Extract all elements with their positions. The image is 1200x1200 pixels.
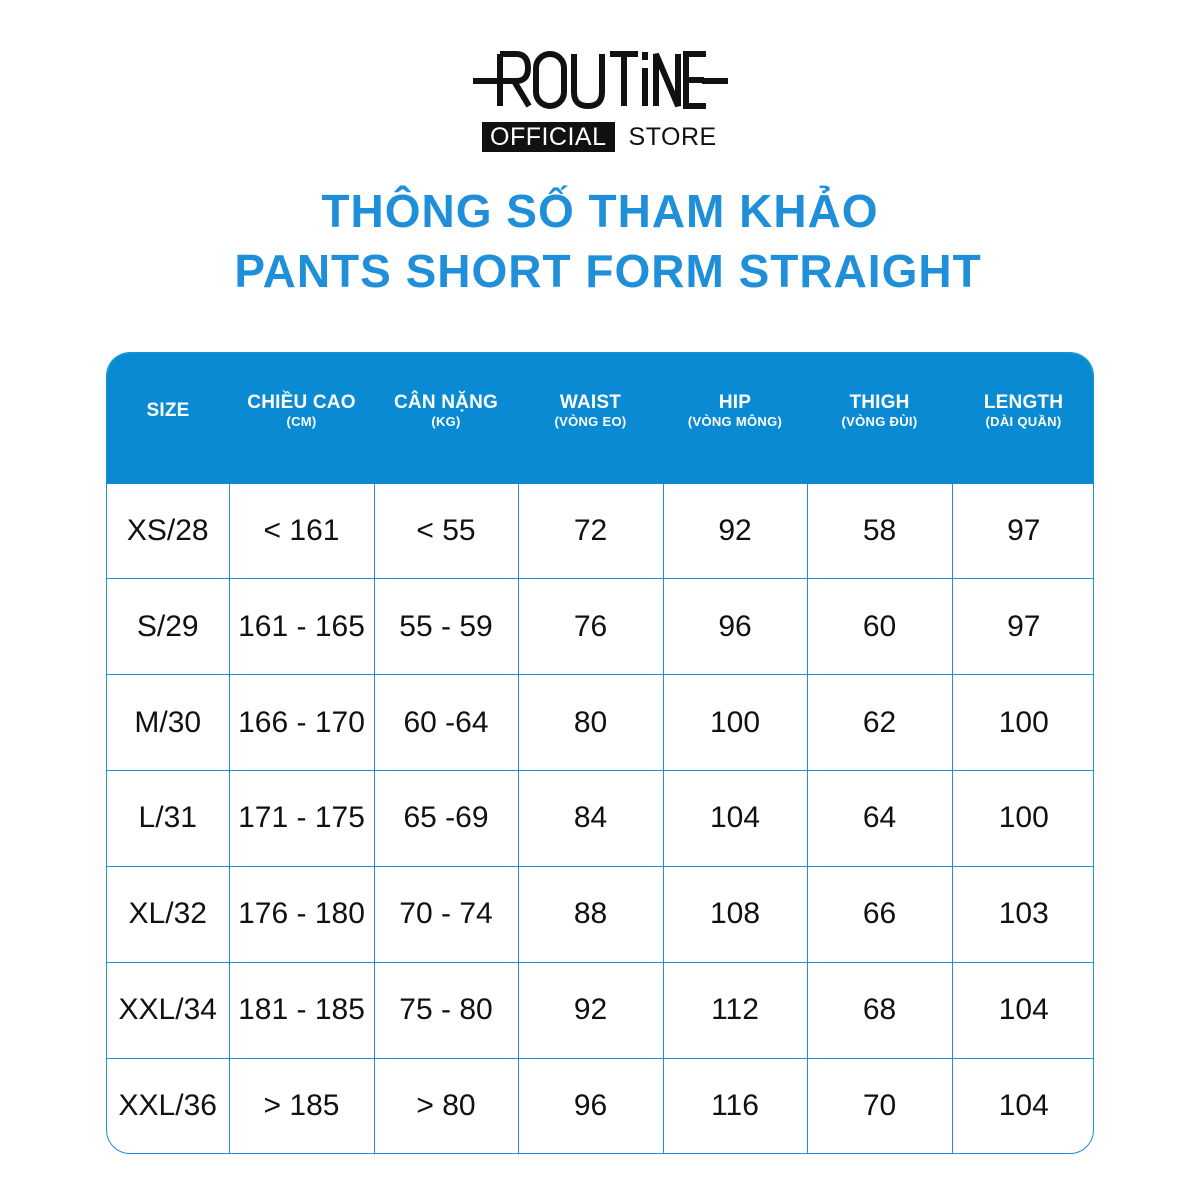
table-header-row xyxy=(107,353,1094,484)
column-header-label: THIGH xyxy=(849,391,910,413)
table-cell: 166 - 170 xyxy=(229,675,374,771)
column-header-unit: (CM) xyxy=(286,413,317,429)
size-cell: L/31 xyxy=(107,770,229,866)
table-cell: 70 - 74 xyxy=(374,866,518,962)
table-cell: < 55 xyxy=(374,484,518,579)
table-cell: 104 xyxy=(663,770,807,866)
column-header xyxy=(518,353,663,484)
table-cell: 88 xyxy=(518,866,663,962)
logo-store-label: STORE xyxy=(628,123,717,151)
table-body xyxy=(107,484,1094,1153)
table-cell: 55 - 59 xyxy=(374,579,518,675)
table-cell: 60 -64 xyxy=(374,675,518,771)
column-header xyxy=(807,353,952,484)
column-header xyxy=(374,353,518,484)
table-cell: 97 xyxy=(1007,514,1041,548)
table-cell: 84 xyxy=(518,770,663,866)
column-header-label: SIZE xyxy=(146,399,190,421)
table-cell: 161 - 165 xyxy=(229,579,374,675)
column-header-unit: (KG) xyxy=(431,413,461,429)
column-header-label: CÂN NẶNG xyxy=(394,391,498,413)
column-header xyxy=(952,353,1094,484)
size-cell: XXL/36 xyxy=(107,1058,229,1153)
table-cell: 97 xyxy=(952,579,1094,675)
table-cell: 96 xyxy=(518,1058,663,1153)
table-cell: 104 xyxy=(952,962,1094,1058)
logo-official-label: OFFICIAL xyxy=(482,122,615,152)
table-cell: 92 xyxy=(518,962,663,1058)
table-cell: 116 xyxy=(663,1058,807,1153)
table-cell: 72 xyxy=(518,484,663,579)
table-cell: 65 -69 xyxy=(374,770,518,866)
size-chart-table-container xyxy=(106,352,1094,1154)
table-cell: > 185 xyxy=(229,1058,374,1153)
table-row xyxy=(107,962,1094,1058)
column-header-label: CHIỀU CAO xyxy=(247,391,356,413)
table-cell: 100 xyxy=(663,675,807,771)
table-cell: 75 - 80 xyxy=(374,962,518,1058)
column-header xyxy=(107,353,229,484)
table-cell: 112 xyxy=(663,962,807,1058)
table-cell: > 80 xyxy=(374,1058,518,1153)
table-row xyxy=(107,1058,1094,1153)
column-header xyxy=(229,353,374,484)
table-cell: 70 xyxy=(807,1058,952,1153)
table-row xyxy=(107,770,1094,866)
table-cell: 176 - 180 xyxy=(229,866,374,962)
table-row xyxy=(107,675,1094,771)
table-row xyxy=(107,484,1094,579)
column-header-label: HIP xyxy=(718,391,752,413)
page-title-line-2: PANTS SHORT FORM STRAIGHT xyxy=(234,245,982,297)
table-cell: 58 xyxy=(807,484,952,579)
size-cell: XL/32 xyxy=(107,866,229,962)
table-cell: 100 xyxy=(952,675,1094,771)
column-header-unit: (VÒNG ĐÙI) xyxy=(841,413,918,429)
brand-logo xyxy=(470,48,730,158)
table-cell: 60 xyxy=(807,579,952,675)
table-cell: 66 xyxy=(807,866,952,962)
table-cell: 96 xyxy=(663,579,807,675)
size-chart-table xyxy=(107,353,1094,1153)
table-cell: 80 xyxy=(518,675,663,771)
size-cell: S/29 xyxy=(107,579,229,675)
column-header-label: LENGTH xyxy=(983,391,1064,413)
table-cell: 104 xyxy=(952,1058,1094,1153)
table-cell: 100 xyxy=(952,770,1094,866)
routine-wordmark xyxy=(470,48,730,120)
page-title-line-1: THÔNG SỐ THAM KHẢO xyxy=(321,185,879,237)
logo-subtitle xyxy=(482,120,717,154)
size-cell: XS/28 xyxy=(107,484,229,579)
table-row xyxy=(107,579,1094,675)
table-cell: 108 xyxy=(663,866,807,962)
column-header-unit: (VÒNG MÔNG) xyxy=(687,413,783,429)
table-cell: 64 xyxy=(807,770,952,866)
table-cell: 103 xyxy=(952,866,1094,962)
table-cell: 76 xyxy=(518,579,663,675)
size-cell: XXL/34 xyxy=(107,962,229,1058)
table-cell: 68 xyxy=(807,962,952,1058)
table-cell: 171 - 175 xyxy=(229,770,374,866)
size-cell: M/30 xyxy=(107,675,229,771)
table-cell: < 161 xyxy=(229,484,374,579)
table-cell: 62 xyxy=(807,675,952,771)
column-header-unit: (VÒNG EO) xyxy=(554,413,627,429)
table-cell: 181 - 185 xyxy=(229,962,374,1058)
table-row xyxy=(107,866,1094,962)
column-header xyxy=(663,353,807,484)
table-cell: 92 xyxy=(663,484,807,579)
column-header-unit: (DÀI QUẦN) xyxy=(985,413,1062,429)
column-header-label: WAIST xyxy=(559,391,622,413)
